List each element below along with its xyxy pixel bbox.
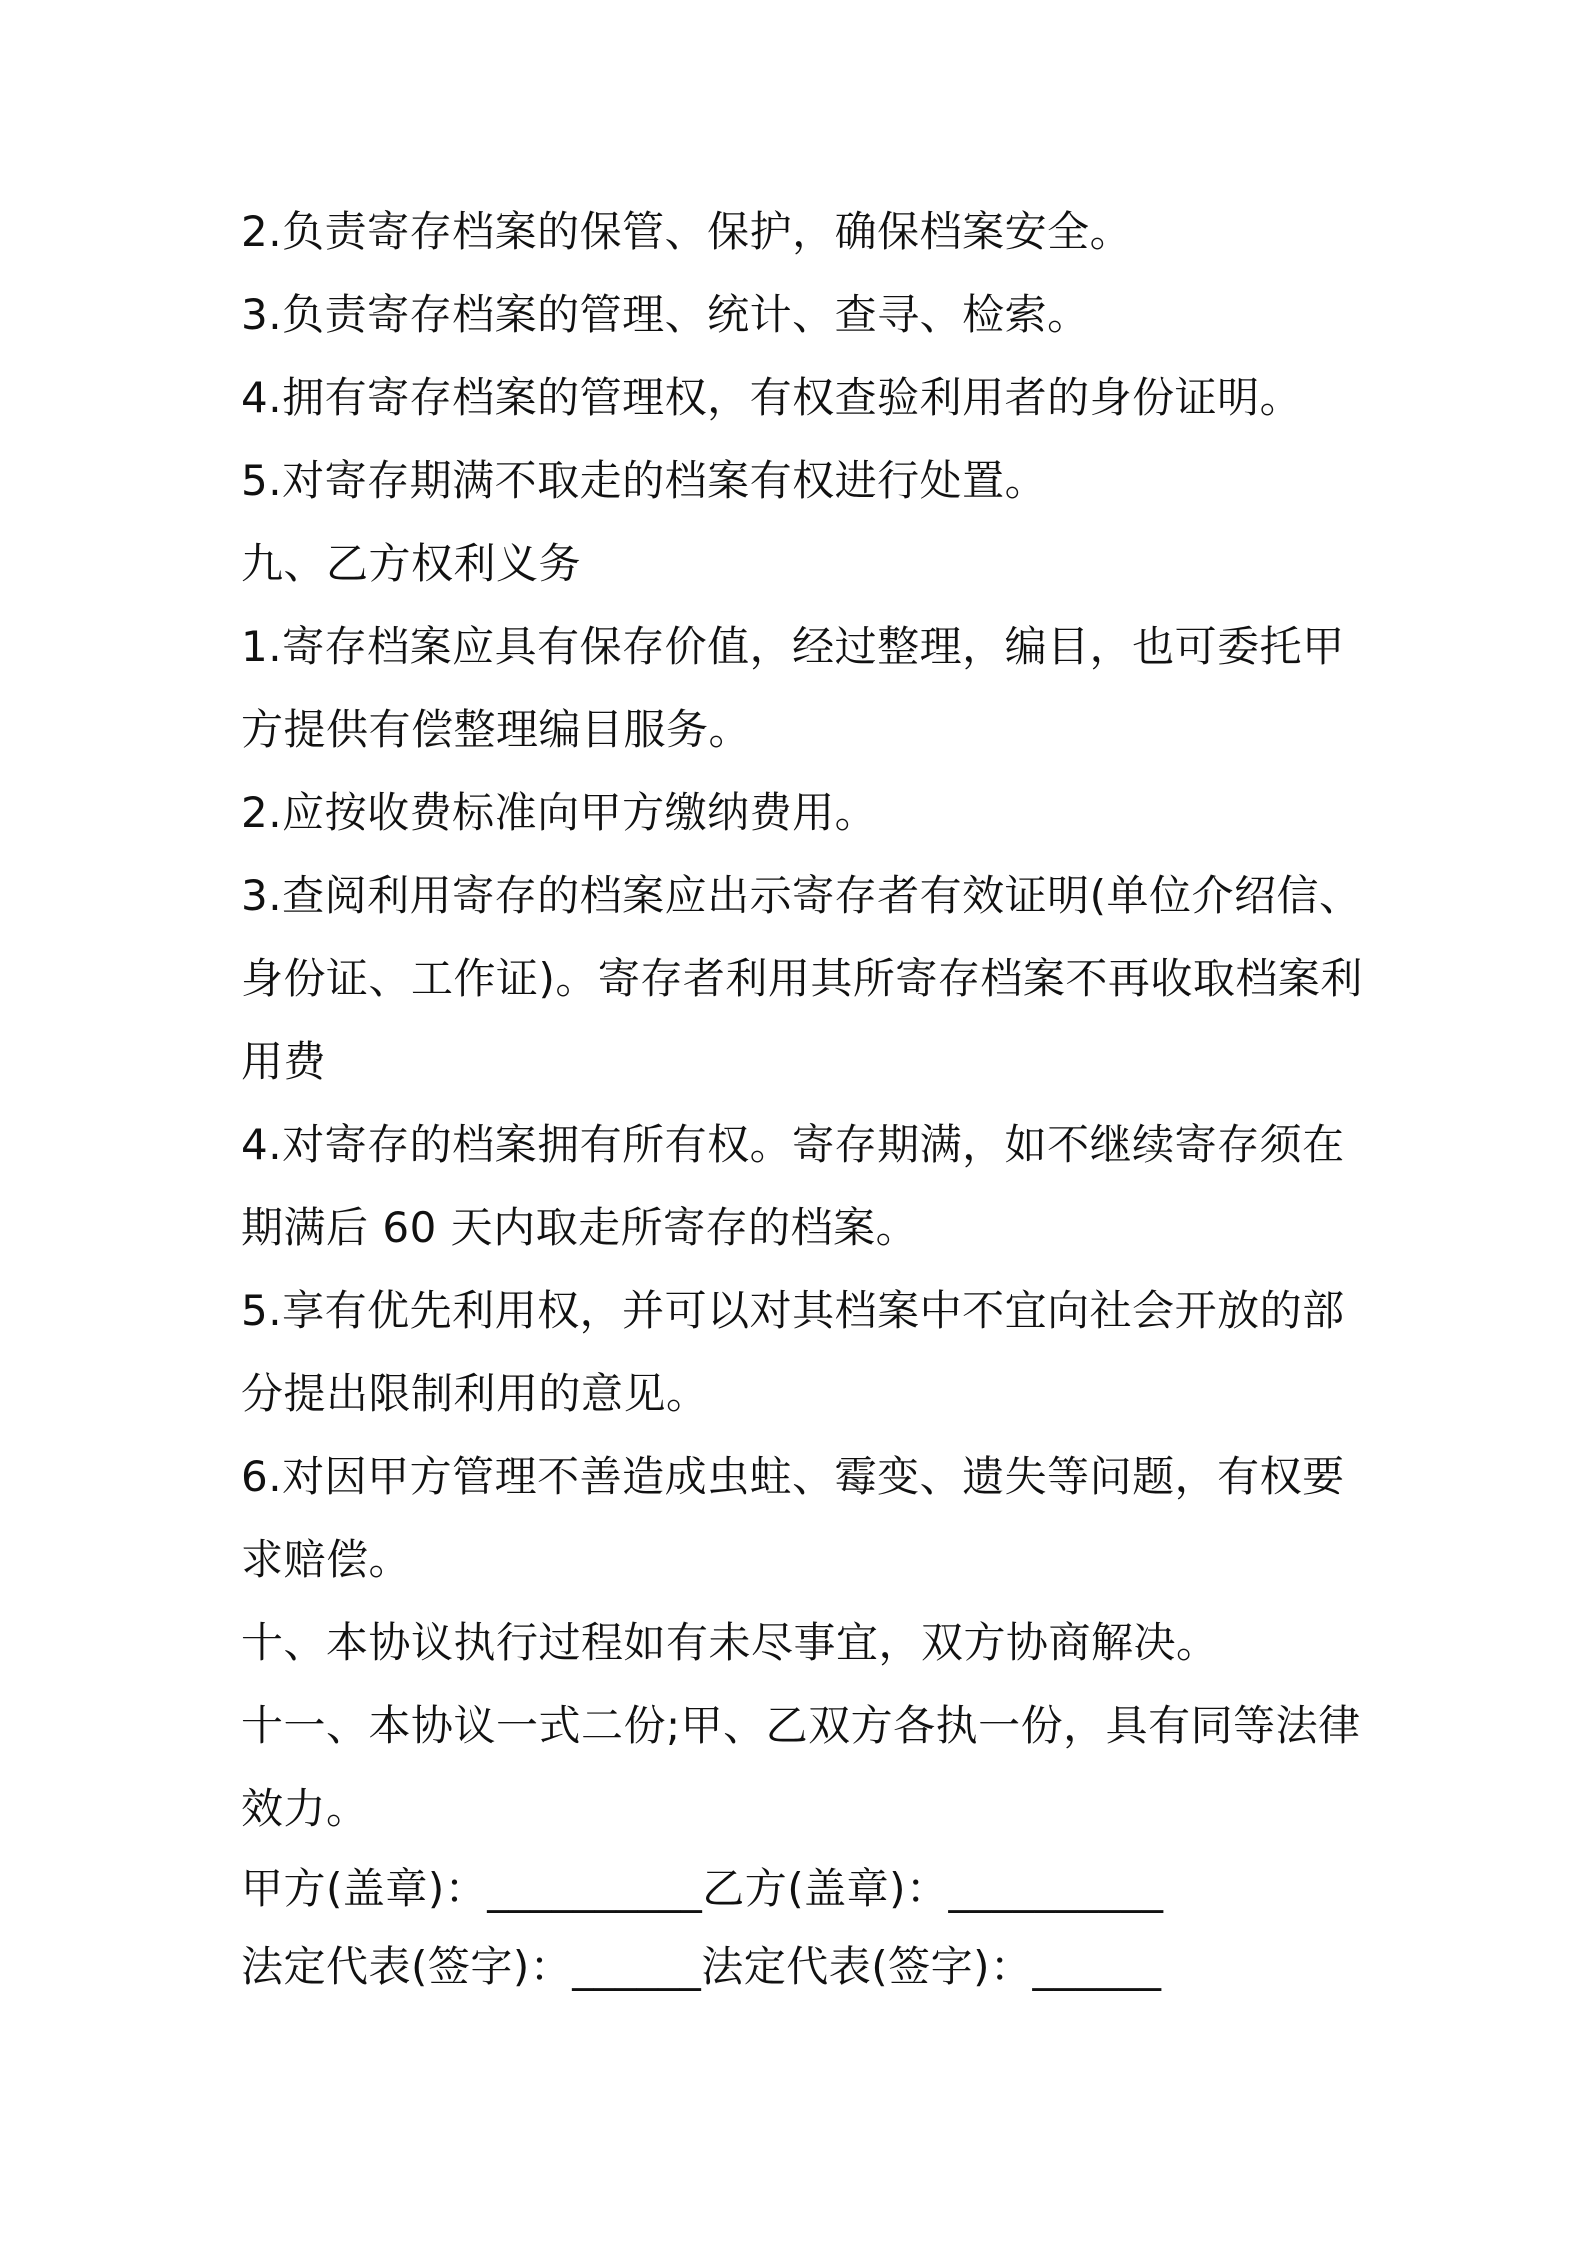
clause-a-4: 4.拥有寄存档案的管理权，有权查验利用者的身份证明。	[241, 373, 1303, 422]
clause-a-2: 2.负责寄存档案的保管、保护，确保档案安全。	[241, 207, 1133, 256]
clause-b-5-line-2: 分提出限制利用的意见。	[241, 1369, 709, 1418]
section-heading-9: 九、乙方权利义务	[241, 539, 582, 588]
clause-a-3: 3.负责寄存档案的管理、统计、查寻、检索。	[241, 290, 1090, 339]
clause-b-2: 2.应按收费标准向甲方缴纳费用。	[241, 788, 878, 837]
signature-seal-line: 甲方(盖章)：__________乙方(盖章)：__________	[241, 1864, 1164, 1913]
clause-b-6-line-2: 求赔偿。	[241, 1535, 412, 1584]
clause-b-4-line-2: 期满后 60 天内取走所寄存的档案。	[241, 1203, 919, 1252]
clause-b-5-line-1: 5.享有优先利用权，并可以对其档案中不宜向社会开放的部	[241, 1286, 1345, 1335]
section-11-line-2: 效力。	[241, 1784, 369, 1833]
section-11-line-1: 十一、本协议一式二份;甲、乙双方各执一份，具有同等法律	[241, 1701, 1361, 1750]
clause-b-3-line-3: 用费	[241, 1037, 327, 1086]
clause-b-3-line-2: 身份证、工作证)。寄存者利用其所寄存档案不再收取档案利	[241, 954, 1363, 1003]
clause-b-4-line-1: 4.对寄存的档案拥有所有权。寄存期满，如不继续寄存须在	[241, 1120, 1345, 1169]
clause-b-6-line-1: 6.对因甲方管理不善造成虫蛀、霉变、遗失等问题，有权要	[241, 1452, 1345, 1501]
section-10: 十、本协议执行过程如有未尽事宜，双方协商解决。	[241, 1618, 1219, 1667]
document-body	[241, 190, 1361, 2006]
clause-a-5: 5.对寄存期满不取走的档案有权进行处置。	[241, 456, 1048, 505]
signature-representative-line: 法定代表(签字)：______法定代表(签字)：______	[241, 1942, 1162, 1991]
clause-b-3-line-1: 3.查阅利用寄存的档案应出示寄存者有效证明(单位介绍信、	[241, 871, 1362, 920]
clause-b-1-line-2: 方提供有偿整理编目服务。	[241, 705, 752, 754]
clause-b-1-line-1: 1.寄存档案应具有保存价值，经过整理，编目，也可委托甲	[241, 622, 1345, 671]
